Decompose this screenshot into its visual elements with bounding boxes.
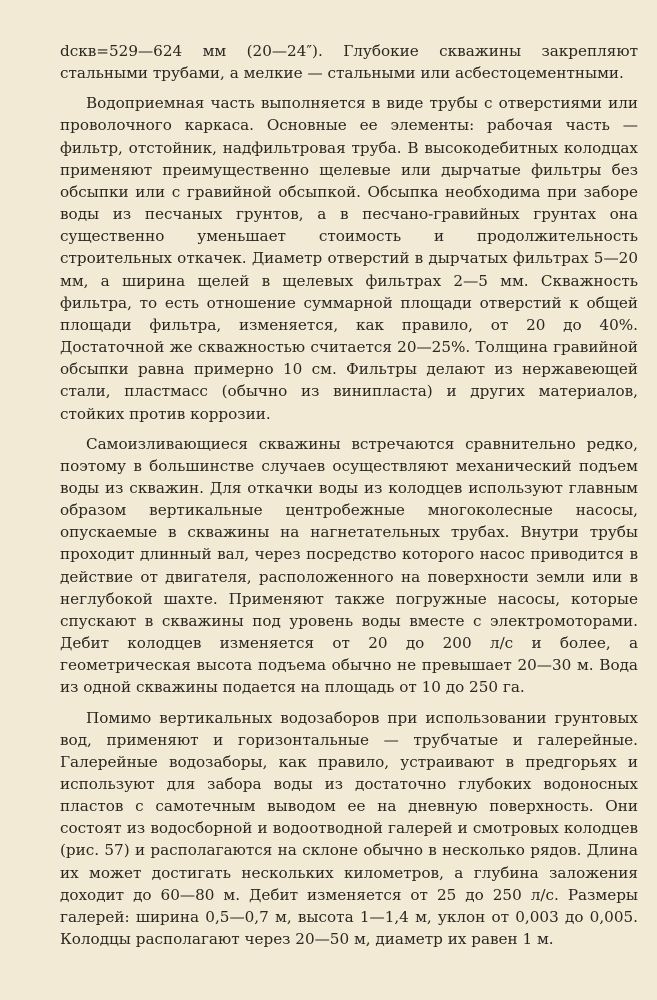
paragraph-1: dскв=529—624 мм (20—24″). Глубокие скважины закрепляют стальными трубами, а мелкие — стальными или асбестоцементными. xyxy=(60,42,638,83)
paragraph-2: Водоприемная часть выполняется в виде трубы с отверстиями или проволочного каркаса. Основные ее элементы: рабочая часть — фильтр, отстойник, надфильтровая труба. В высокодебитных колодцах применяют преимущественно щелевые или дырчатые фильтры без обсыпки или с гравийной обсыпкой. Обсыпка необходима при заборе воды из песчаных грунтов, а в песчано-гравийных грунтах она существенно уменьшает стоимость и продолжительность строительных откачек. Диаметр отверстий в дырчатых фильтрах 5—20 мм, а ширина щелей в щелевых фильтрах 2—5 мм. Скважность фильтра, то есть отношение суммарной площади отверстий к общей площади фильтра, изменяется, как правило, от 20 до 40%. Достаточной же скважностью считается 20—25%. Толщина гравийной обсыпки равна примерно 10 см. Фильтры делают из нержавеющей стали, пластмасс (обычно из винипласта) и других материалов, стойких против коррозии. xyxy=(60,94,638,423)
paragraph-4: Помимо вертикальных водозаборов при использовании грунтовых вод, применяют и горизонтальные — трубчатые и галерейные. Галерейные водозаборы, как правило, устраивают в предгорьях и используют для забора воды из достаточно глубоких водоносных пластов с самотечным выводом ее на дневную поверхность. Они состоят из водосборной и водоотводной галерей и смотровых колодцев (рис. 57) и располагаются на склоне обычно в несколько рядов. Длина их может достигать нескольких километров, а глубина заложения доходит до 60—80 м. Дебит изменяется от 25 до 250 л/с. Размеры галерей: ширина 0,5—0,7 м, высота 1—1,4 м, уклон от 0,003 до 0,005. Колодцы располагают через 20—50 м, диаметр их равен 1 м. xyxy=(60,708,638,949)
paragraph-3: Самоизливающиеся скважины встречаются сравнительно редко, поэтому в большинстве случаев осуществляют механический подъем воды из скважин. Для откачки воды из колодцев используют главным образом вертикальные центробежные многоколесные насосы, опускаемые в скважины на нагнетательных трубах. Внутри трубы проходит длинный вал, через посредство которого насос приводится в действие от двигателя, расположенного на поверхности земли или в неглубокой шахте. Применяют также погружные насосы, которые спускают в скважины под уровень воды вместе с электромоторами. Дебит колодцев изменяется от 20 до 200 л/с и более, а геометрическая высота подъема обычно не превышает 20—30 м. Вода из одной скважины подается на площадь от 10 до 250 га. xyxy=(60,434,638,697)
page-text xyxy=(60,40,638,950)
